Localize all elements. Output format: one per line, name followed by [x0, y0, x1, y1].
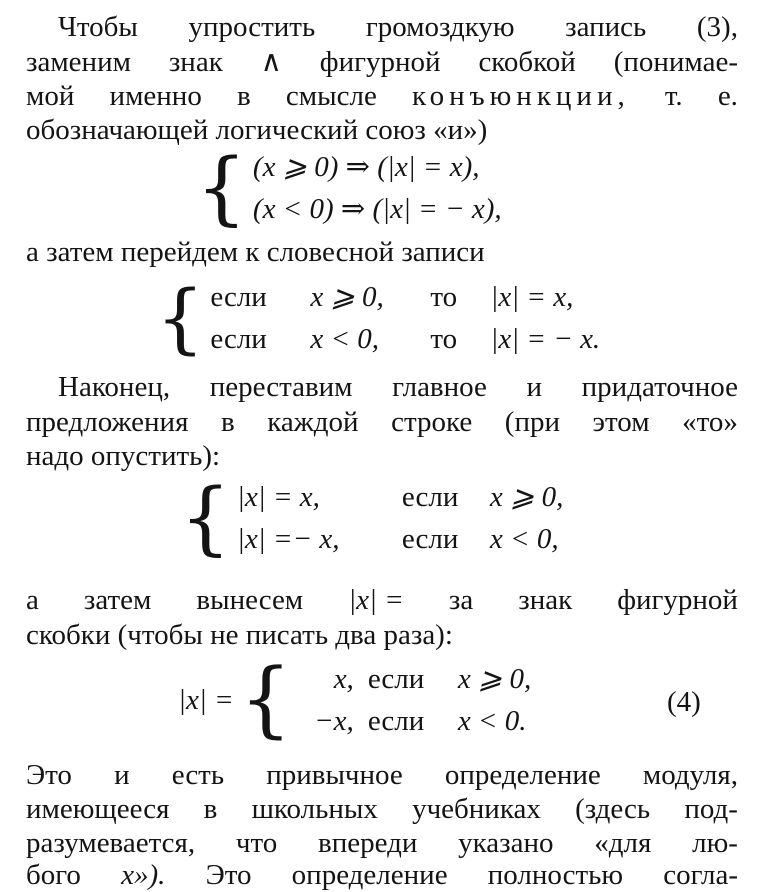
word: этом [592, 406, 650, 438]
word: Это [205, 859, 252, 891]
word: строке [391, 406, 473, 438]
formula-row [298, 658, 531, 700]
word: указано [458, 827, 554, 859]
word: если [367, 663, 425, 695]
formula-rows [253, 146, 502, 230]
word: учебниках [412, 793, 541, 825]
formula-rows [237, 476, 563, 560]
condition: x < 0, [489, 523, 559, 555]
word: в [220, 406, 235, 438]
word: если [210, 323, 267, 355]
curly-brace: { [180, 471, 231, 564]
text-line-9 [26, 583, 738, 617]
word: «для [594, 827, 652, 859]
word: предложения [26, 406, 189, 438]
word: модуля, [642, 759, 738, 791]
word: Это [26, 759, 72, 791]
word: знак [168, 46, 223, 78]
word: переставим [209, 371, 353, 403]
word: и [114, 759, 130, 791]
curly-brace: { [196, 141, 247, 234]
word: каждой [267, 406, 359, 438]
formula-system-3 [180, 471, 564, 564]
word: в [203, 793, 218, 825]
word: впереди [318, 827, 418, 859]
word: определение [444, 759, 601, 791]
formula-row: (x < 0) ⇒ (|x| = − x), [252, 193, 502, 225]
curly-brace: { [156, 273, 205, 362]
formula-row: (x ⩾ 0) ⇒ (|x| = x), [252, 151, 480, 183]
line-text: а затем перейдем к словесной записи [26, 236, 485, 268]
word: вынесем [196, 584, 304, 616]
conjunction-symbol: ∧ [260, 46, 282, 78]
word: (при [504, 406, 560, 438]
text-line-11 [26, 758, 738, 792]
word: (3), [696, 11, 738, 43]
line-text: обозначающей логический союз «и») [26, 114, 488, 146]
value: −x, [314, 705, 354, 737]
formula-row [210, 276, 600, 318]
curly-brace: { [239, 652, 292, 747]
word: определение [291, 859, 448, 891]
word: разумевается, [26, 827, 196, 859]
spaced-word: конъюнкции, [412, 80, 630, 112]
word: громоздкую [365, 11, 515, 43]
lhs-expression: |x| = [178, 683, 234, 716]
lhs-expression: |x| =− x, [236, 523, 340, 555]
word: затем [83, 584, 152, 616]
formula-row [237, 518, 563, 560]
word: фигурной [617, 584, 738, 616]
text-line-10 [26, 618, 738, 652]
word: и [526, 371, 543, 403]
word: «то» [682, 406, 738, 438]
word: Чтобы [58, 11, 138, 43]
condition: x ⩾ 0, [310, 281, 384, 313]
formula-rows [210, 276, 600, 360]
result: |x| = x, [490, 281, 574, 313]
word: скобкой [478, 46, 576, 78]
word: фигурной [319, 46, 441, 78]
condition: x ⩾ 0, [489, 481, 564, 513]
text-line-6 [58, 370, 738, 404]
word: (понимае- [613, 46, 738, 78]
word: школьных [251, 793, 378, 825]
word: смысле [285, 80, 377, 112]
line-text: скобки (чтобы не писать два раза): [26, 619, 453, 651]
line-text: надо опустить): [26, 440, 221, 472]
math-expression: |x| = [348, 584, 404, 616]
word: полностью [487, 859, 624, 891]
text-line-2 [26, 45, 738, 79]
word: имеющееся [26, 793, 170, 825]
formula-row [237, 476, 563, 518]
text-line-13 [26, 826, 738, 860]
word: главное [392, 371, 487, 403]
word: то [430, 281, 458, 313]
word: заменим [26, 46, 131, 78]
formula-rows [298, 658, 531, 742]
word: лю- [692, 827, 738, 859]
word: x»). [121, 859, 166, 891]
text-line-14 [26, 858, 738, 892]
word: упростить [188, 11, 316, 43]
word: что [235, 827, 278, 859]
condition: x < 0, [310, 323, 380, 355]
formula-system-1 [196, 141, 502, 234]
word: придаточное [581, 371, 738, 403]
formula-system-2 [156, 273, 601, 362]
word: если [367, 705, 425, 737]
word: то [430, 323, 458, 355]
lhs-expression: |x| = x, [236, 481, 320, 513]
result: |x| = − x. [490, 323, 601, 355]
word: т. [664, 80, 683, 112]
word: именно [109, 80, 202, 112]
text-line-4 [26, 113, 738, 147]
word: Наконец, [58, 371, 171, 403]
word: под- [684, 793, 738, 825]
formula-definition [178, 652, 532, 747]
word: мой [26, 80, 75, 112]
word: если [210, 281, 267, 313]
word: в [237, 80, 251, 112]
word: есть [171, 759, 225, 791]
text-line-5 [26, 235, 738, 269]
word: привычное [266, 759, 403, 791]
word: если [401, 523, 459, 555]
word: (здесь [575, 793, 651, 825]
text-line-12 [26, 792, 738, 826]
condition: x ⩾ 0, [457, 663, 532, 695]
equation-number: (4) [667, 686, 701, 718]
text-line-7 [26, 405, 738, 439]
text-line-3 [26, 79, 738, 113]
formula-row [210, 318, 600, 360]
text-line-1 [58, 10, 738, 44]
word: е. [717, 80, 738, 112]
word: за [448, 584, 474, 616]
word: бого [26, 859, 81, 891]
word: а [26, 584, 39, 616]
word: если [401, 481, 459, 513]
value: x, [333, 663, 354, 695]
word: запись [565, 11, 647, 43]
word: знак [518, 584, 573, 616]
word: согла- [663, 859, 738, 891]
formula-row [298, 700, 531, 742]
condition: x < 0. [457, 705, 527, 737]
text-line-8 [26, 439, 738, 473]
